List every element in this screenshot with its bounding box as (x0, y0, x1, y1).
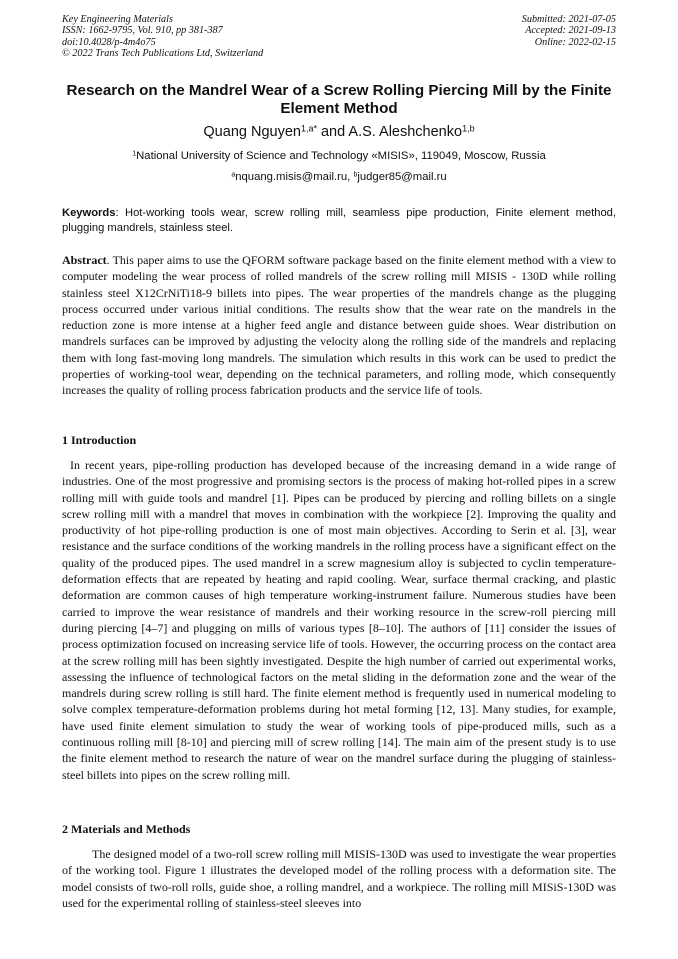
email-a-superscript: a (231, 171, 236, 179)
introduction-paragraph: In recent years, pipe-rolling production has developed because of the increasing demand in a wide range of industries. One of the most progressive and promising sectors is the process of making hot-rolled pipes in a screw rolling mill with guide tools and mandrel [1]. Pipes can be produced by piercing and rolling billets on a single screw rolling mill with a mandrel that moves in combination with the workpiece [2]. Improving the quality and productivity of hot pipe-rolling production is one of most main objectives. According to Serin et al. [3], wear resistance and the surface conditions of the working mandrels in the rolling process have a significant effect on the quality of the produced pipes. The used mandrel in a screw magnesium alloy is subjected to cyclin temperature-deformation effects that are repeated by heating and rapid cooling. Wear, surface thermal cracking, and plastic deformation are common causes of high temperature working-instrument failure. Numerous studies have been carried to improve the wear resistance of mandrels and their working resource in the screw-roll piercing mill during piercing [4–7] and plugging on mills of various types [8–10]. The authors of [11] consider the issues of process optimization focused on increasing service life of tools. However, the occurring process on the contact area at the screw rolling mill has been sightly investigated. Despite the high number of carried out experimental works, assessing the influence of technological factors on the metal sliding in the deformation zone and the wear of the mandrels during screw rolling is still hard. The finite element method is frequently used in numerical modeling to solve complex temperature-deformation problems during hot metal forming [12, 13]. Many studies, for example, have used finite element simulation to study the wear of working tools of pipe-produced mills, such as a continuous rolling mill [8-10] and piercing mill of screw rolling [14]. The main aim of the present study is to use the finite element method to research the nature of wear on the mandrel surface during the plugging of stainless-steel billets into pipes on the screw rolling mill. (62, 458, 616, 782)
keywords (62, 206, 616, 236)
abstract-label: Abstract (62, 253, 107, 267)
journal-name: Key Engineering Materials (62, 14, 173, 25)
section-heading-introduction: 1 Introduction (62, 433, 137, 447)
accepted-date: Accepted: 2021-09-13 (525, 25, 616, 37)
abstract (62, 252, 616, 399)
journal-info (62, 14, 263, 60)
dates-info (522, 14, 616, 48)
author-conjunction: and (316, 124, 349, 140)
email-b-superscript: b (353, 171, 358, 179)
author-1-superscript: 1,a* (300, 123, 317, 134)
keywords-label: Keywords (62, 207, 116, 219)
affiliation (62, 150, 616, 162)
author-emails (62, 171, 616, 183)
online-date: Online: 2022-02-15 (534, 36, 616, 48)
email-a[interactable]: nquang.misis@mail.ru, (235, 171, 354, 183)
doi: doi:10.4028/p-4m4o75 (62, 36, 156, 48)
issn: ISSN: 1662-9795, Vol. 910, pp 381-387 (62, 25, 223, 37)
authors (62, 124, 616, 140)
author-2: A.S. Aleshchenko (348, 124, 463, 140)
submitted-date: Submitted: 2021-07-05 (521, 14, 616, 25)
affiliation-text: National University of Science and Technology «MISIS», 119049, Moscow, Russia (136, 150, 546, 162)
email-b[interactable]: judger85@mail.ru (357, 171, 447, 183)
abstract-text: . This paper aims to use the QFORM software package based on the finite element method with a view to computer modeling the wear process of rolled mandrels of the screw rolling mill MISIS - 130D while rolling stainless steel X12CrNiTi18-9 billets into pipes. The wear properties of the mandrels change as the plugging process occurred under various initial conditions. The results show that the wear rate on the mandrels in the reduction zone is more intense at a higher feed angle and distance between guide shoes. Wear distribution on mandrels surfaces can be improved by adjusting the velocity along the rolling side of the mandrels and replacing them with long fast-moving long mandrels. The simulation which results in this work can be used to predict the properties of working-tool wear, depending on the technical parameters, and rolling mode, which consequently increases the quality of rolling process fabrication products and the service life of tools. (62, 253, 616, 398)
section-heading-materials-methods: 2 Materials and Methods (62, 822, 191, 836)
paper-title: Research on the Mandrel Wear of a Screw Rolling Piercing Mill by the Finite Element Method (66, 82, 612, 117)
author-2-superscript: 1,b (462, 123, 475, 134)
materials-methods-paragraph: The designed model of a two-roll screw rolling mill MISIS-130D was used to investigate the wear properties of the working tool. Figure 1 illustrates the developed model of the rolling process with a deformation site. The model consists of two-roll rolls, guide shoe, a rolling mandrel, and a workpiece. The rolling mill MISiS-130D was used for the experimental rolling of stainless-steel sleeves into (62, 847, 616, 910)
affiliation-superscript: 1 (132, 150, 137, 158)
copyright: © 2022 Trans Tech Publications Ltd, Switzerland (62, 48, 264, 60)
keywords-text: : Hot-working tools wear, screw rolling mill, seamless pipe production, Finite element method, plugging mandrels, stainless steel. (62, 207, 616, 235)
author-1: Quang Nguyen (203, 124, 301, 140)
